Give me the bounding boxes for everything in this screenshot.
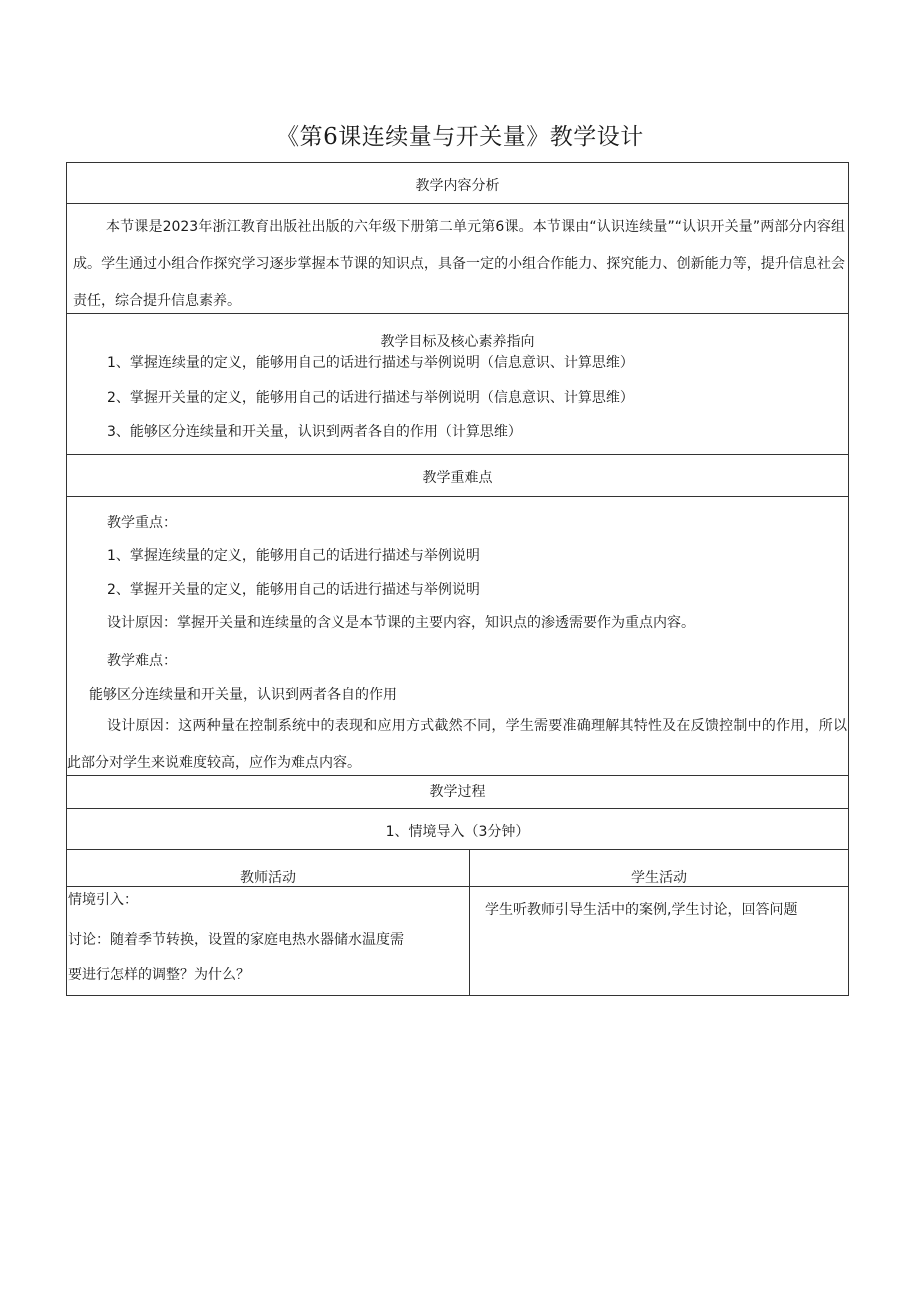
content-analysis-paragraph: 本节课是2023年浙江教育出版社出版的六年级下册第二单元第6课。本节课由“认识连续量”“认识开关量”两部分内容组成。学生通过小组合作探究学习逐步掌握本节课的知识点，具备一定的小组合作能力、探究能力、创新能力等，提升信息社会责任，综合提升信息素养。 [73,219,845,309]
key-points-label: 教学重点： [107,515,177,531]
key-point-reason: 设计原因：掌握开关量和连续量的含义是本节课的主要内容，知识点的渗透需要作为重点内容。 [107,615,695,631]
objectives-heading: 教学目标及核心素养指向 [380,334,535,350]
divider [67,849,848,850]
key-point-item: 1、掌握连续量的定义，能够用自己的话进行描述与举例说明 [107,548,480,564]
difficult-point-item: 能够区分连续量和开关量，认识到两者各自的作用 [89,687,397,703]
teacher-activity-header: 教师活动 [240,870,296,886]
teacher-activity-line: 要进行怎样的调整？为什么？ [68,967,250,983]
student-activity-header: 学生活动 [631,870,687,886]
divider [67,496,848,497]
difficult-point-reason: 设计原因：这两种量在控制系统中的表现和应用方式截然不同，学生需要准确理解其特性及在反馈控制中的作用，所以此部分对学生来说难度较高，应作为难点内容。 [67,718,847,771]
lesson-plan-table [66,162,849,996]
divider [67,886,848,887]
key-point-item: 2、掌握开关量的定义，能够用自己的话进行描述与举例说明 [107,582,480,598]
content-analysis-heading: 教学内容分析 [415,178,500,194]
objective-item: 2、掌握开关量的定义，能够用自己的话进行描述与举例说明（信息意识、计算思维） [107,390,634,406]
divider [67,775,848,776]
page-title: 《第6课连续量与开关量》教学设计 [276,124,644,150]
objective-item: 3、能够区分连续量和开关量，认识到两者各自的作用（计算思维） [107,424,522,440]
divider [67,203,848,204]
difficult-points-label: 教学难点： [107,653,177,669]
divider [67,808,848,809]
teacher-activity-line: 讨论：随着季节转换，设置的家庭电热水器储水温度需 [68,932,404,948]
student-activity-text: 学生听教师引导生活中的案例,学生讨论，回答问题 [485,902,798,918]
teacher-activity-line: 情境引入： [68,892,138,908]
process-heading: 教学过程 [429,784,486,800]
objective-item: 1、掌握连续量的定义，能够用自己的话进行描述与举例说明（信息意识、计算思维） [107,355,634,371]
divider [67,454,848,455]
process-step-title: 1、情境导入（3分钟） [385,824,530,840]
divider [67,313,848,314]
key-difficult-heading: 教学重难点 [422,470,493,486]
